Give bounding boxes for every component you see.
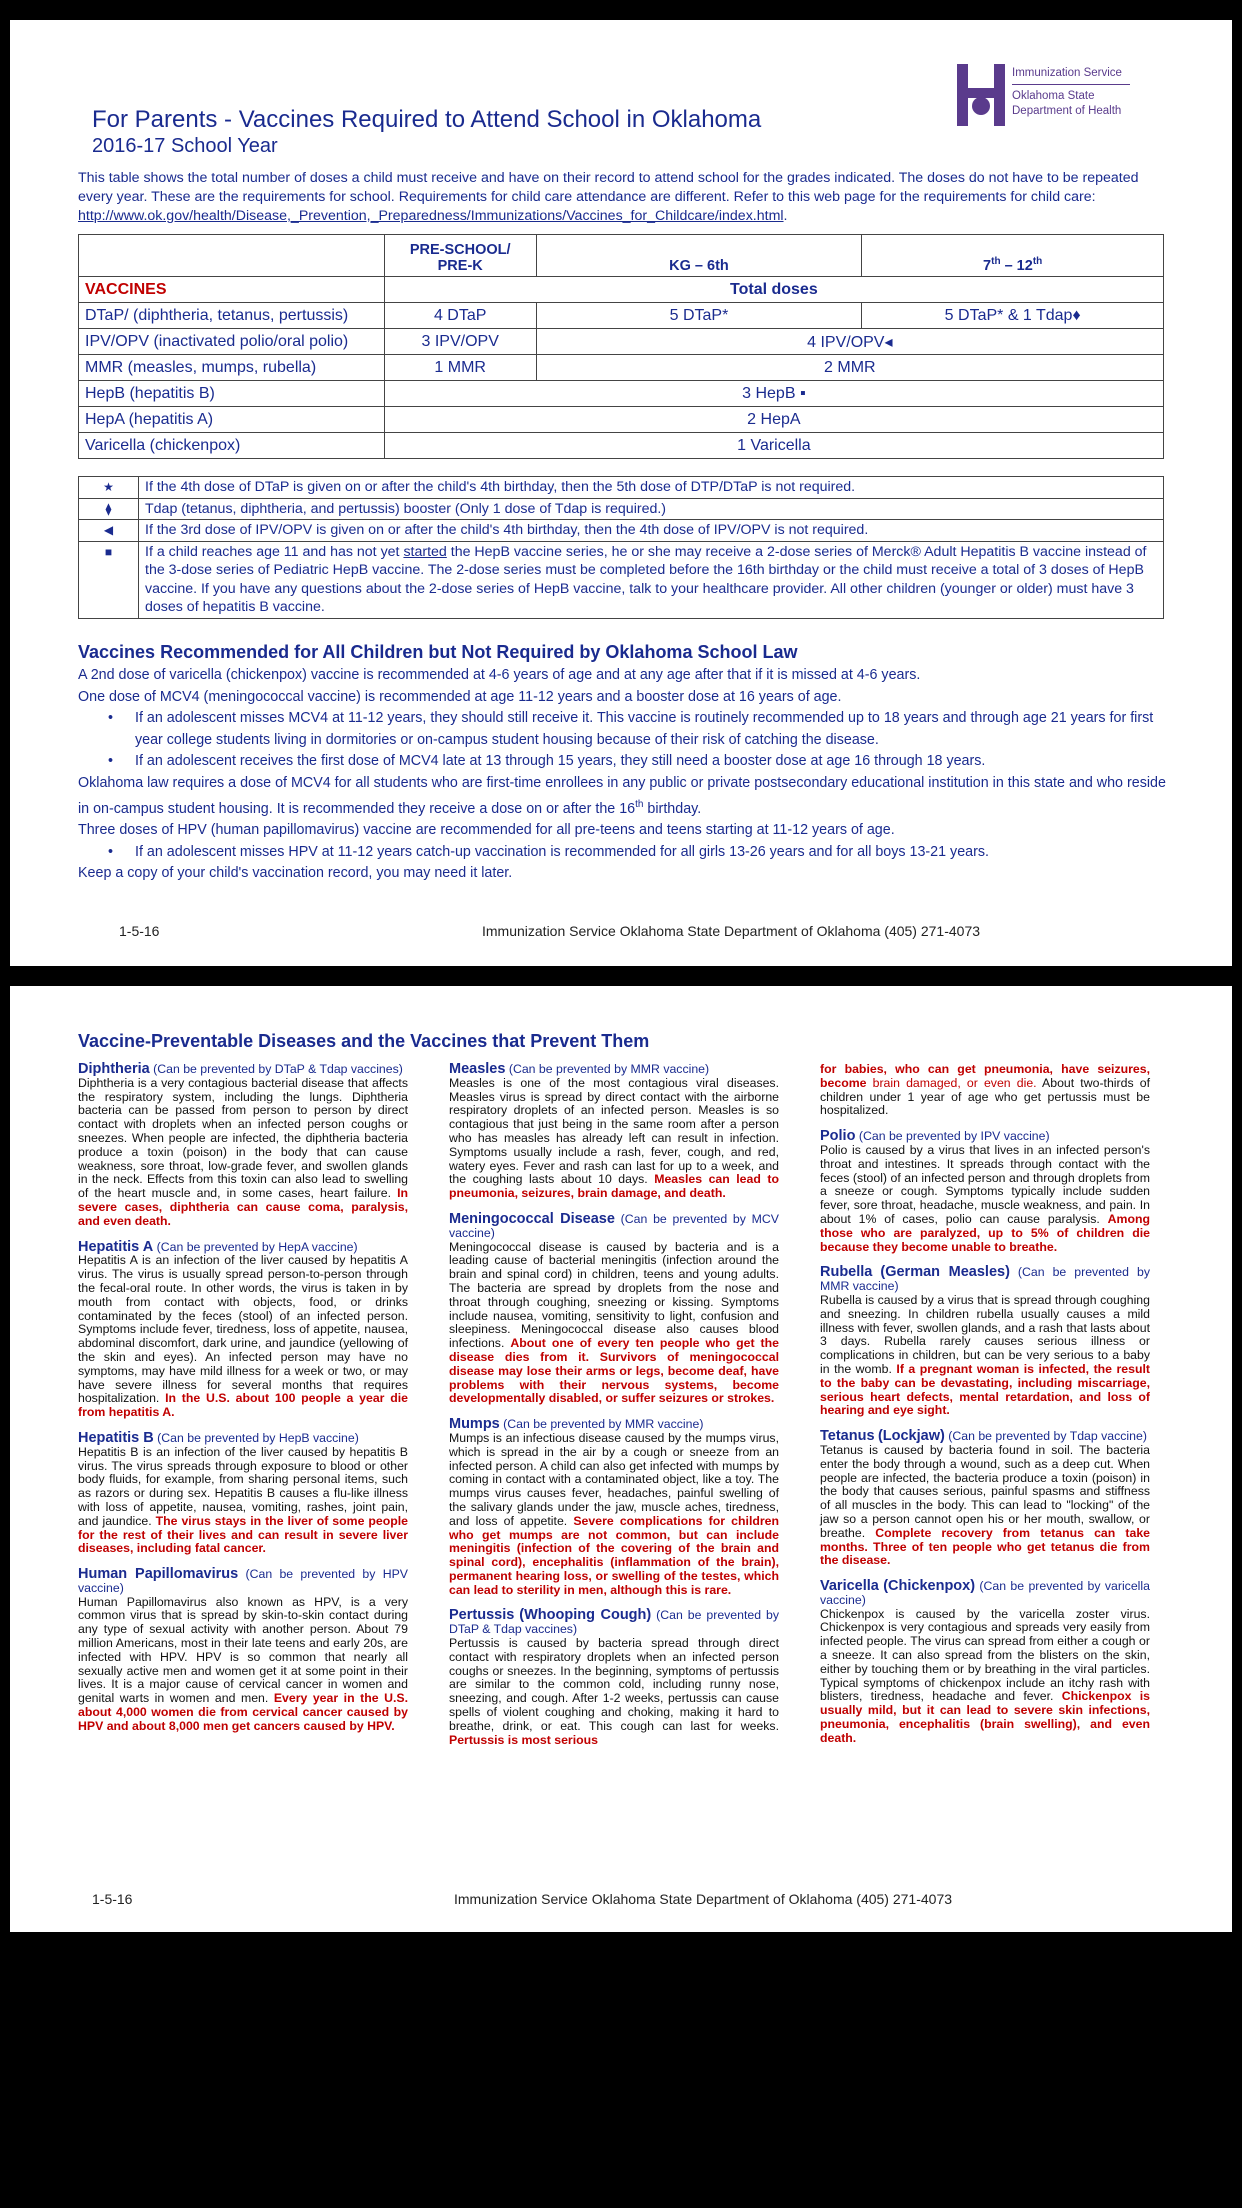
cell-vaccine-name: Varicella (chickenpox) (79, 433, 385, 459)
intro-text: This table shows the total number of doses a child must receive and have on their record to attend school for the grades indicated. The doses do not have to be repeated every year. These are the requirements for school. Requirements for child care attendance are different. Refer to this web page for the requirements for child care: (78, 170, 1139, 205)
warning-text: Every year in the U.S. about 4,000 women die from cervical cancer caused by HPV and about 8,000 men get cancers caused by HPV. (78, 1691, 408, 1733)
square-icon: ■ (79, 541, 139, 618)
disease-alt-name: (Whooping Cough) (519, 1607, 652, 1624)
cell-dose: 2 MMR (536, 355, 1163, 381)
section-hepatitis-a: Hepatitis A (Can be prevented by HepA vaccine) Hepatitis A is an infection of the liver caused by hepatitis A virus. The virus is usually spread person-to-person through the fecal-oral route. In other words, the virus is taken in by mouth from contact with objects, food, or drinks contaminated by the feces (stool) of an infected person. Symptoms include fever, tiredness, loss of appetite, nausea, abdominal discomfort, dark urine, and jaundice (yellowing of the skin and eyes). An infected person may have no symptoms, may have mild illness for a week or two, or may have severe illness for several months that requires hospitalization. In the U.S. about 100 people a year die from hepatitis A. (78, 1238, 408, 1420)
rec-line: A 2nd dose of varicella (chickenpox) vaccine is recommended at 4-6 years of age and at any age after that if it is missed at 4-6 years. (78, 667, 921, 683)
table-row (79, 277, 1164, 303)
logo-line-2: Oklahoma State (1012, 90, 1095, 102)
footnote-row (79, 477, 1164, 499)
disease-name: Meningococcal Disease (449, 1210, 615, 1227)
warning-text: Pertussis is most serious (449, 1732, 598, 1747)
footer-text: Immunization Service Oklahoma State Department of Oklahoma (405) 271-4073 (454, 1891, 953, 1907)
logo-line-1: Immunization Service (1012, 67, 1122, 79)
star-icon: ★ (79, 477, 139, 499)
section-pertussis: Pertussis (Whooping Cough) (Can be prevented by DTaP & Tdap vaccines) Pertussis is caused by bacteria spread through direct contact with respiratory droplets when an infected person coughs or sneezes. In the beginning, symptoms of pertussis are similar to the common cold, including runny nose, sneezing, and cough. After 1-2 weeks, pertussis can cause spells of violent coughing and choking, making it hard to breathe, drink, or eat. This cough can last for weeks. Pertussis is most serious (449, 1607, 780, 1747)
table-row-dtap (79, 303, 1164, 329)
diamond-icon: ⧫ (79, 498, 139, 520)
section-hepatitis-b: Hepatitis B (Can be prevented by HepB vaccine) Hepatitis B is an infection of the liver caused by hepatitis B virus. The virus spreads through exposure to blood or other body fluids, for example, from sharing personal items, such as razors or during sex. Hepatitis B causes a flu-like illness with loss of appetite, nausea, vomiting, rashes, joint pain, and jaundice. The virus stays in the liver of some people for the rest of their lives and can result in severe liver diseases, including fatal cancer. (78, 1429, 408, 1556)
cell-vaccine-name: HepB (hepatitis B) (79, 381, 385, 407)
section-rubella: Rubella (German Measles) (Can be prevented by MMR vaccine) Rubella is caused by a virus that is spread through coughing and sneezing. In children rubella usually causes a mild illness with fever, swollen glands, and a rash that lasts about 3 days. Rubella rarely causes serious illness or complications in children, but can be very serious to a baby in the womb. If a pregnant woman is infected, the result to the baby can be devastating, including miscarriage, serious heart defects, mental retardation, and loss of hearing and eye sight. (820, 1264, 1150, 1418)
footer-date: 1-5-16 (119, 923, 160, 939)
footer-text: Immunization Service Oklahoma State Department of Oklahoma (405) 271-4073 (482, 923, 981, 939)
section-diphtheria: Diphtheria (Can be prevented by DTaP & Tdap vaccines) Diphtheria is a very contagious bacterial disease that affects the respiratory system, including the lungs. Diphtheria bacteria can be passed from person to person by direct contact with droplets when an infected person coughs or sneezes. When people are infected, the diphtheria bacteria produce a toxin (poison) in the body that can cause weakness, sore throat, low-grade fever, and swollen glands in the neck. Effects from this toxin can also lead to swelling of the heart muscle and, in some cases, heart failure. In severe cases, diphtheria can cause coma, paralysis, and even death. (78, 1061, 408, 1228)
disease-name: Hepatitis B (78, 1429, 154, 1446)
prevention-note: (Can be prevented by HepA vaccine) (156, 1239, 358, 1254)
rec-bullet: • If an adolescent misses MCV4 at 11-12 years, they should still receive it. This vaccine is routinely recommended up to 18 years and through age 21 years for first year college students living in dormitories or on-campus student housing because of their risk of catching the disease. (78, 708, 1168, 751)
header-7-12: 7th – 12th (862, 235, 1164, 277)
table-row-varicella (79, 433, 1164, 459)
section-mumps: Mumps (Can be prevented by MMR vaccine) Mumps is an infectious disease caused by the mumps virus, which is spread in the air by a cough or sneeze from an infected person. A child can also get infected with mumps by coming in contact with a contaminated object, like a toy. The mumps virus causes fever, headaches, painful swelling of the salivary glands under the jaw, muscle aches, tiredness, and loss of appetite. Severe complications for children who get mumps are not common, but can include meningitis (infection of the covering of the brain and spinal cord), encephalitis (inflammation of the brain), permanent hearing loss, or swelling of the testes, which can lead to sterility in men, although this is rare. (449, 1416, 780, 1597)
rec-line: One dose of MCV4 (meningococcal vaccine) is recommended at age 11-12 years and a booster dose at 16 years of age. (78, 688, 842, 705)
cell-dose: 5 DTaP* (536, 303, 862, 329)
footnotes-table (78, 476, 1164, 619)
section-pertussis-continued: for babies, who can get pneumonia, have seizures, become brain damaged, or even die. About two-thirds of children under 1 year of age who get pertussis must be hospitalized. (820, 1062, 1150, 1118)
logo-line-3: Department of Health (1012, 105, 1122, 117)
warning-text: If a pregnant woman is infected, the result to the baby can be devastating, including miscarriage, serious heart defects, mental retardation, and loss of hearing and eye sight. (820, 1361, 1150, 1418)
cell-dose: 3 HepB ▪ (384, 381, 1163, 407)
footnote-text: If the 4th dose of DTaP is given on or after the child's 4th birthday, then the 5th dose of DTP/DTaP is not required. (139, 477, 1164, 499)
prevention-note: (Can be prevented by DTaP & Tdap vaccines) (449, 1608, 780, 1637)
osdh-logo-text (1012, 66, 1130, 119)
column-3 (820, 1063, 1150, 1758)
childcare-link[interactable]: http://www.ok.gov/health/Disease,_Prevention,_Preparedness/Immunizations/Vaccines_for_Childcare/index.html (78, 208, 784, 224)
warning-text: Chickenpox is usually mild, but it can lead to severe skin infections, pneumonia, encephalitis (brain swelling), and even death. (820, 1689, 1150, 1745)
document-page-1 (10, 20, 1232, 966)
disease-name: Measles (449, 1061, 506, 1077)
section-meningococcal: Meningococcal Disease (Can be prevented by MCV vaccine) Meningococcal disease is caused by bacteria and is a leading cause of bacterial meningitis (infection around the brain and spinal cord) in children, teens and young adults. The bacteria are spread by droplets from the nose and throat through coughing, sneezing or kissing. Symptoms include nausea, vomiting, sensitivity to light, confusion and sleepiness. Meningococcal disease also causes blood infections. About one of every ten people who get the disease dies from it. Survivors of meningococcal disease may lose their arms or legs, become deaf, have problems with their nervous systems, become developmentally disabled, or suffer seizures or strokes. (449, 1210, 779, 1406)
recommended-section (78, 665, 1168, 885)
disease-name: Pertussis (449, 1607, 515, 1624)
osdh-logo (955, 62, 1145, 132)
cell-vaccine-name: MMR (measles, mumps, rubella) (79, 355, 385, 381)
prevention-note: (Can be prevented by Tdap vaccine) (948, 1429, 1147, 1444)
header-blank (79, 235, 385, 277)
disease-alt-name: (Lockjaw) (877, 1428, 945, 1445)
prevention-note: (Can be prevented by MMR vaccine) (820, 1265, 1150, 1294)
intro-paragraph (78, 169, 1168, 226)
warning-text: In severe cases, diphtheria can cause coma, paralysis, and even death. (78, 1186, 408, 1228)
disease-alt-name: (Chickenpox) (883, 1578, 976, 1595)
prevention-note: (Can be prevented by HPV vaccine) (78, 1567, 408, 1595)
page-title: For Parents - Vaccines Required to Attend School in Oklahoma (92, 106, 762, 133)
footnote-row (79, 498, 1164, 520)
column-1 (78, 1063, 408, 1746)
disease-name: Hepatitis A (78, 1238, 154, 1255)
document-page-2 (10, 986, 1232, 1932)
rec-bullet: • If an adolescent misses HPV at 11-12 years catch-up vaccination is recommended for all girls 13-26 years and for all boys 13-21 years. (78, 842, 1168, 864)
footnote-row (79, 520, 1164, 542)
rec-line: Oklahoma law requires a dose of MCV4 for all students who are first-time enrollees in any public or private postsecondary educational institution in this state and who reside in on-campus student housing. It is recommended they receive a dose on or after the 16th birthday. (78, 774, 1166, 817)
cell-dose: 4 IPV/OPV◂ (536, 329, 1163, 355)
prevention-note: (Can be prevented by MMR vaccine) (508, 1062, 710, 1076)
header-preschool: PRE-SCHOOL/ PRE-K (384, 235, 536, 277)
cell-dose: 5 DTaP* & 1 Tdap♦ (862, 303, 1164, 329)
table-row-hepa (79, 407, 1164, 433)
prevention-note: (Can be prevented by IPV vaccine) (858, 1129, 1050, 1144)
section-measles: Measles (Can be prevented by MMR vaccine) Measles is one of the most contagious viral diseases. Measles virus is spread by direct contact with the airborne respiratory droplets of an infected person. Measles is so contagious that just being in the same room after a person who has measles has already left can result in infection. Symptoms usually include a rash, fever, cough, and red, watery eyes. Fever and rash can last for up to a week, and the coughing lasts about 10 days. Measles can lead to pneumonia, seizures, brain damage, and death. (449, 1061, 779, 1201)
disease-name: Diphtheria (78, 1061, 150, 1077)
section-hpv: Human Papillomavirus (Can be prevented by HPV vaccine) Human Papillomavirus also known as HPV, is a very common virus that is spread by skin-to-skin contact during any type of sexual activity with another person. About 79 million Americans, most in their late teens and early 20s, are infected with HPV. HPV is so common that nearly all sexually active men and women get it at some point in their lives. It is a major cause of cervical cancer in women and genital warts in women and men. Every year in the U.S. about 4,000 women die from cervical cancer caused by HPV and about 8,000 men get cancers caused by HPV. (78, 1566, 408, 1733)
cell-dose: 2 HepA (384, 407, 1163, 433)
cell-dose: 3 IPV/OPV (384, 329, 536, 355)
footnote-text: If the 3rd dose of IPV/OPV is given on or after the child's 4th birthday, then the 4th dose of IPV/OPV is not required. (139, 520, 1164, 542)
warning-text: for babies, who can get pneumonia, have seizures, become (820, 1062, 1150, 1090)
column-2 (449, 1063, 779, 1759)
cell-vaccine-name: DTaP/ (diphtheria, tetanus, pertussis) (79, 303, 385, 329)
recommended-heading: Vaccines Recommended for All Children but Not Required by Oklahoma School Law (78, 642, 798, 662)
warning-text: Severe complications for children who get mumps are not common, but can include meningitis (infection of the covering of the brain and spinal cord), encephalitis (inflammation of the brain), permanent hearing loss, or swelling of the testes, which can lead to sterility in men, although this is rare. (449, 1513, 780, 1597)
header-k6: KG – 6th (536, 235, 862, 277)
disease-name: Human Papillomavirus (78, 1566, 239, 1583)
osdh-logo-icon (955, 62, 1007, 128)
intro-end: . (783, 208, 788, 224)
prevention-note: (Can be prevented by HepB vaccine) (157, 1430, 359, 1445)
disease-name: Mumps (449, 1416, 500, 1433)
warning-text: In the U.S. about 100 people a year die from hepatitis A. (78, 1391, 408, 1420)
disease-name: Varicella (820, 1578, 879, 1595)
prevention-note: (Can be prevented by MMR vaccine) (503, 1417, 704, 1432)
required-vaccines-table (78, 234, 1164, 459)
cell-vaccine-name: HepA (hepatitis A) (79, 407, 385, 433)
footnote-row (79, 541, 1164, 618)
section-varicella: Varicella (Chickenpox) (Can be prevented by varicella vaccine) Chickenpox is caused by the varicella zoster virus. Chickenpox is very contagious and spreads very easily from infected people. The virus can spread from either a cough or a sneeze. It can also spread from the blisters on the skin, either by touching them or by breathing in the viral particles. Typical symptoms of chickenpox include an itchy rash with blisters, tiredness, headache and fever. Chickenpox is usually mild, but it can lead to severe skin infections, pneumonia, encephalitis (brain swelling), and even death. (820, 1578, 1150, 1745)
triangle-left-icon: ◀ (79, 520, 139, 542)
section-polio: Polio (Can be prevented by IPV vaccine) Polio is caused by a virus that lives in an infected person's throat and intestines. It spreads through contact with the feces (stool) of an infected person and through droplets from a sneeze or cough. Symptoms typically include sudden fever, sore throat, headache, muscle weakness, and pain. In about 1% of cases, polio can cause paralysis. Among those who are paralyzed, up to 5% of children die because they become unable to breathe. (820, 1128, 1150, 1254)
cell-vaccine-name: IPV/OPV (inactivated polio/oral polio) (79, 329, 385, 355)
table-row-mmr (79, 355, 1164, 381)
table-header-row (79, 235, 1164, 277)
cell-dose: 4 DTaP (384, 303, 536, 329)
table-row-hepb (79, 381, 1164, 407)
disease-name: Polio (820, 1128, 856, 1145)
page-subtitle: 2016-17 School Year (92, 135, 278, 157)
warning-text: About one of every ten people who get the disease dies from it. Survivors of meningococcal disease may lose their arms or legs, become deaf, have problems with their nervous systems, become developmentally disabled, or suffer seizures or strokes. (449, 1336, 779, 1406)
cell-dose: 1 Varicella (384, 433, 1163, 459)
total-doses-label: Total doses (384, 277, 1163, 303)
prevention-note: (Can be prevented by DTaP & Tdap vaccines) (153, 1062, 403, 1076)
warning-text: Among those who are paralyzed, up to 5% of children die because they become unable to breathe. (820, 1211, 1150, 1254)
rec-line: Three doses of HPV (human papillomavirus) vaccine are recommended for all pre-teens and teens starting at 11-12 years of age. (78, 822, 895, 839)
vaccines-label: VACCINES (79, 277, 385, 303)
footnote-text: If a child reaches age 11 and has not yet started the HepB vaccine series, he or she may receive a 2-dose series of Merck® Adult Hepatitis B vaccine instead of the 3-dose series of Pediatric HepB vaccine. The 2-dose series must be completed before the 16th birthday or the child must receive a total of 3 doses of HepB vaccine. If you have any questions about the 2-dose series of HepB vaccine, talk to your healthcare provider. All other children (younger or older) must have 3 doses of hepatitis B vaccine. (139, 541, 1164, 618)
disease-name: Rubella (820, 1264, 873, 1281)
diseases-heading: Vaccine-Preventable Diseases and the Vaccines that Prevent Them (78, 1031, 650, 1051)
warning-text: The virus stays in the liver of some people for the rest of their lives and can result in severe liver diseases, including fatal cancer. (78, 1513, 408, 1556)
table-row-ipv (79, 329, 1164, 355)
footer-date: 1-5-16 (92, 1891, 133, 1907)
footnote-text: Tdap (tetanus, diphtheria, and pertussis) booster (Only 1 dose of Tdap is required.) (139, 498, 1164, 520)
rec-line: Keep a copy of your child's vaccination record, you may need it later. (78, 865, 513, 882)
cell-dose: 1 MMR (384, 355, 536, 381)
warning-text: Complete recovery from tetanus can take months. Three of ten people who get tetanus die from the disease. (820, 1525, 1150, 1568)
rec-bullet: • If an adolescent receives the first dose of MCV4 late at 13 through 15 years, they still need a booster dose at age 16 through 18 years. (78, 751, 1168, 773)
disease-alt-name: (German Measles) (880, 1264, 1010, 1281)
section-tetanus: Tetanus (Lockjaw) (Can be prevented by Tdap vaccine) Tetanus is caused by bacteria found in soil. The bacteria enter the body through a wound, such as a deep cut. When people are infected, the bacteria produce a toxin (poison) in the body that causes serious, painful spasms and stiffness of all muscles in the body. This can lead to "locking" of the jaw so a person cannot open his or her mouth, swallow, or breathe. Complete recovery from tetanus can take months. Three of ten people who get tetanus die from the disease. (820, 1428, 1150, 1568)
prevention-note: (Can be prevented by MCV vaccine) (449, 1211, 779, 1240)
prevention-note: (Can be prevented by varicella vaccine) (820, 1579, 1150, 1607)
warning-text: Measles can lead to pneumonia, seizures, brain damage, and death. (449, 1172, 779, 1201)
disease-name: Tetanus (820, 1428, 875, 1445)
